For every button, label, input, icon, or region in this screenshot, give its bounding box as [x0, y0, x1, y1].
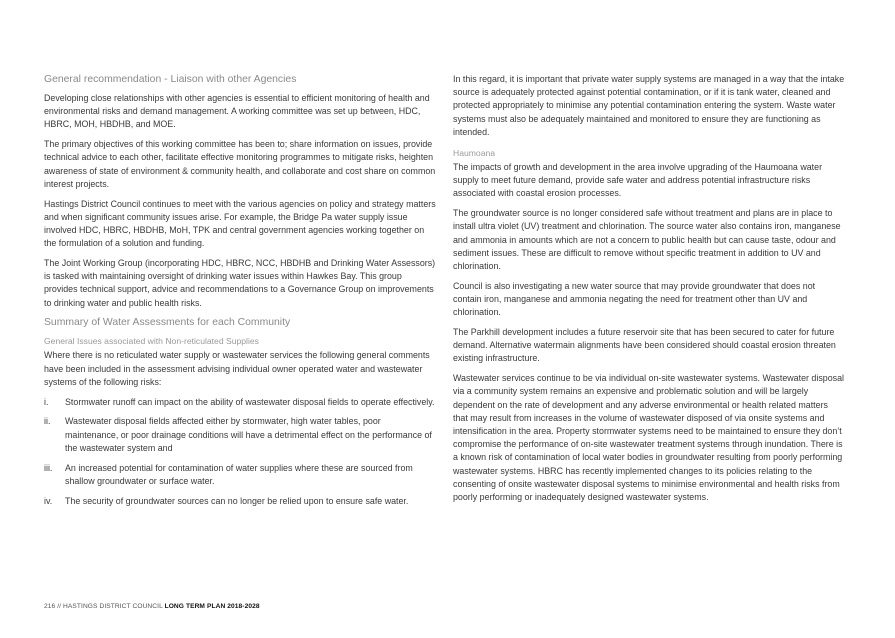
- list-item: [44, 495, 436, 508]
- list-item: [44, 396, 436, 409]
- footer-doc-title: LONG TERM PLAN 2018-2028: [164, 603, 260, 610]
- list-item-number: ii.: [44, 416, 51, 427]
- paragraph-new-source: Council is also investigating a new water source that may provide groundwater that does not contain iron, manganese and ammonia negating the need for treatment other than UV and chlorination.: [453, 280, 816, 318]
- paragraph-hdc-meetings: Hastings District Council continues to meet with the various agencies on policy and strategy matters and when significant community issues arise. For example, the Bridge Pa water supply issue involved HDC, HBRC, HBDHB, MoH, TPK and central government agencies working together on the formulation of a solution and funding.: [44, 198, 436, 249]
- section-heading-liaison: General recommendation - Liaison with other Agencies: [44, 74, 297, 85]
- page-footer: [44, 603, 260, 610]
- subheading-non-reticulated: General Issues associated with Non-reticulated Supplies: [44, 336, 259, 347]
- risk-list: [44, 396, 436, 508]
- paragraph-private-supply: In this regard, it is important that private water supply systems are managed in a way that the intake source is adequately protected against potential contamination, or if it is tank water, cleaned and protected appropriately to minimise any potential contamination entering the system. Waste water systems must also be adequately maintained and monitored to ensure they are functioning as intended.: [453, 74, 845, 137]
- paragraph-growth-impacts: The impacts of growth and development in the area involve upgrading of the Haumoana water supply to meet future demand, provide safe water and address potential infrastructure risks associated with coastal erosion processes.: [453, 162, 823, 199]
- list-item-text: An increased potential for contamination of water supplies where these are sourced from shallow groundwater or surface water.: [65, 462, 413, 486]
- list-item: [44, 462, 436, 488]
- paragraph-parkhill: The Parkhill development includes a future reservoir site that has been secured to cater for future demand. Alternative watermain alignments have been considered should coastal erosion threaten existing infrastructure.: [453, 327, 836, 364]
- paragraph-joint-working-group: The Joint Working Group (incorporating HDC, HBRC, NCC, HBDHB and Drinking Water Assessors) is tasked with maintaining oversight of drinking water issues within Hawkes Bay. This group provides technical support, advice and recommendations to a Governance Group on improvements to drinking water and public health risks.: [44, 258, 436, 308]
- left-column: [44, 73, 436, 514]
- section-heading-water-assessments: Summary of Water Assessments for each Community: [44, 317, 291, 329]
- paragraph-wastewater: Wastewater services continue to be via individual on-site wastewater systems. Wastewater disposal via a community system remains an expensive and problematic solution and will be largely dependent on the rate of development and any adverse environmental or health related matters that may result from increases in the volume of wastewater disposed of via onsite systems and intensification in the area. Property stormwater systems need to be maintained to ensure they don’t compromise the performance of on-site wastewater treatment systems through inundation. There is a known risk of contamination of local water bodies in groundwater resulting from poorly performing wastewater systems. HBRC has recently implemented changes to its policies relating to the consenting of onsite wastewater disposal systems to minimise environmental and health risks from poorly performing or inadequately designed wastewater systems.: [453, 373, 844, 503]
- list-item-text: The security of groundwater sources can no longer be relied upon to ensure safe water.: [65, 495, 409, 506]
- list-item-number: iii.: [44, 462, 53, 473]
- footer-page-org: 216 // HASTINGS DISTRICT COUNCIL: [44, 603, 163, 610]
- list-item-number: iv.: [44, 495, 53, 506]
- paragraph-relationships: Developing close relationships with other agencies is essential to efficient monitoring of health and environmental risks and demand management. A working committee was set up between, HDC, HBRC, MOH, HBDHB, and MOE.: [44, 93, 430, 130]
- right-column: [453, 73, 845, 511]
- subheading-haumoana: Haumoana: [453, 148, 496, 159]
- list-item: [44, 415, 436, 455]
- paragraph-groundwater-source: The groundwater source is no longer considered safe without treatment and plans are in place to install ultra violet (UV) treatment and chlorination. The source water also contains iron, manganese and ammonia in amounts which are not a concern to public health but can cause taste, odour and sediment issues. These are difficult to remove without specific treatment in addition to UV and chlorination.: [453, 208, 841, 272]
- list-item-number: i.: [44, 396, 49, 407]
- paragraph-general-comments: Where there is no reticulated water supply or wastewater services the following general comments have been included in the assessment advising individual owner operated water and wastewater systems of the following risks:: [44, 350, 430, 387]
- list-item-text: Stormwater runoff can impact on the ability of wastewater disposal fields to operate effectively.: [65, 396, 435, 407]
- paragraph-objectives: The primary objectives of this working committee has been to; share information on issues, provide technical advice to each other, facilitate effective monitoring programmes to mitigate risks, heighten awareness of state of environment & community health, and collaborate and cost share on common interest projects.: [44, 139, 436, 189]
- list-item-text: Wastewater disposal fields affected either by stormwater, high water tables, poor maintenance, or poor drainage conditions will have a detrimental effect on the performance of the wastewater system and: [65, 416, 432, 453]
